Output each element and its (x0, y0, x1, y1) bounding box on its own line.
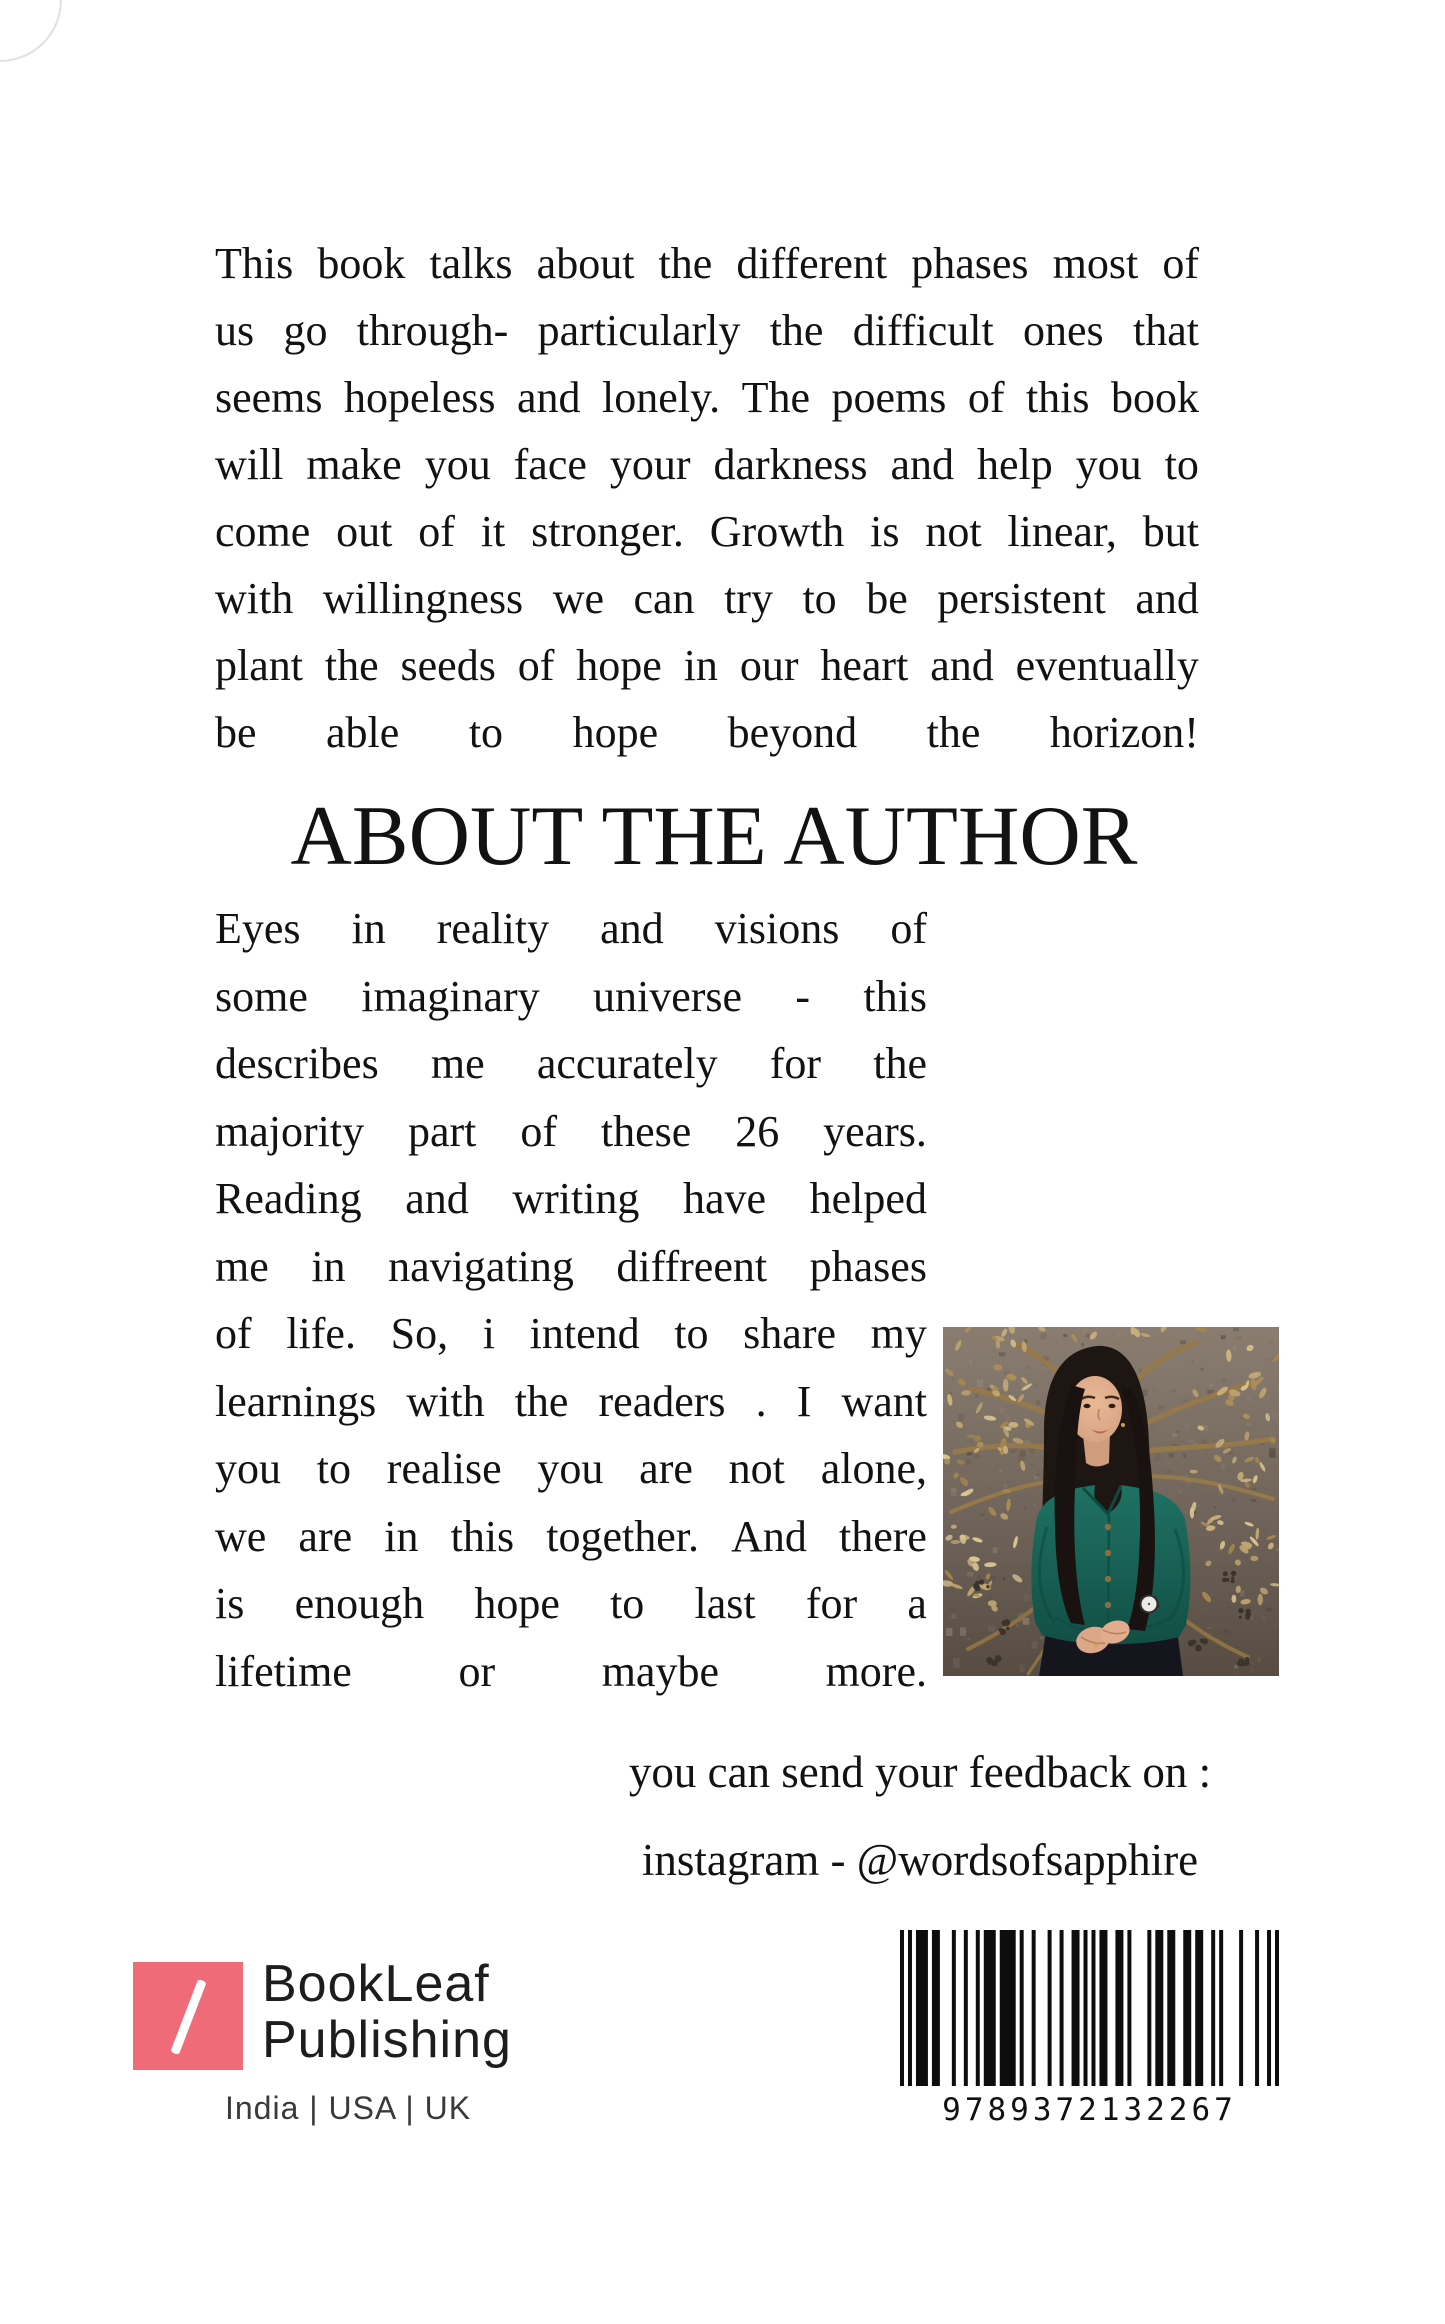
author-bio (215, 903, 927, 1713)
barcode (900, 1930, 1279, 2128)
isbn-number: 9789372132267 (942, 2092, 1237, 2128)
author-photo (943, 1327, 1279, 1676)
text-line: seems hopeless and lonely. The poems of this book (215, 373, 1199, 422)
text-line: Eyes in reality and visions of (215, 904, 927, 953)
text-line: you to realise you are not alone, (215, 1444, 927, 1493)
ring (1094, 1643, 1098, 1647)
text-line: we are in this together. And there (215, 1511, 927, 1561)
text-line: come out of it stronger. Growth is not linear, but (215, 507, 1199, 556)
placket (1108, 1515, 1109, 1635)
bookleaf-logo-icon (133, 1962, 243, 2070)
publisher-name-line2: Publishing (262, 2011, 512, 2069)
author-photo-illustration (943, 1327, 1279, 1676)
text-line: me in navigating diffreent phases (215, 1241, 927, 1291)
about-the-author-heading: ABOUT THE AUTHOR (290, 789, 1138, 883)
text-line: Reading and writing have helped (215, 1174, 927, 1223)
text-line: lifetime or maybe more. (215, 1646, 927, 1696)
feedback-line-2: instagram - @wordsofsapphire (641, 1835, 1199, 1885)
publisher-name-line1: BookLeaf (262, 1955, 490, 2013)
feedback-line-1: you can send your feedback on : (628, 1747, 1212, 1797)
text-line: us go through- particularly the difficult ones that (215, 306, 1199, 355)
slash-glyph (170, 1979, 206, 2055)
text-line: with willingness we can try to be persistent and (215, 574, 1199, 623)
feedback-block (540, 1728, 1300, 1904)
text-line: This book talks about the different phases most of (215, 239, 1199, 288)
text-line: learnings with the readers . I want (215, 1376, 927, 1426)
barcode-bars (900, 1930, 1279, 2086)
eye-left (1084, 1404, 1091, 1408)
publisher-name (262, 1956, 512, 2068)
publisher-regions: India | USA | UK (224, 2090, 472, 2126)
text-line: will make you face your darkness and help you to (215, 440, 1199, 489)
book-blurb (215, 238, 1199, 774)
text-line: be able to hope beyond the horizon! (215, 708, 1199, 757)
text-line: majority part of these 26 years. (215, 1106, 927, 1156)
page-curl-artifact (0, 0, 62, 62)
earring (1121, 1423, 1125, 1427)
text-line: describes me accurately for the (215, 1039, 927, 1088)
text-line: some imaginary universe - this (215, 971, 927, 1021)
text-line: is enough hope to last for a (215, 1579, 927, 1628)
text-line: plant the seeds of hope in our heart and eventually (215, 641, 1199, 690)
eye-right (1109, 1404, 1116, 1408)
text-line: of life. So, i intend to share my (215, 1309, 927, 1358)
